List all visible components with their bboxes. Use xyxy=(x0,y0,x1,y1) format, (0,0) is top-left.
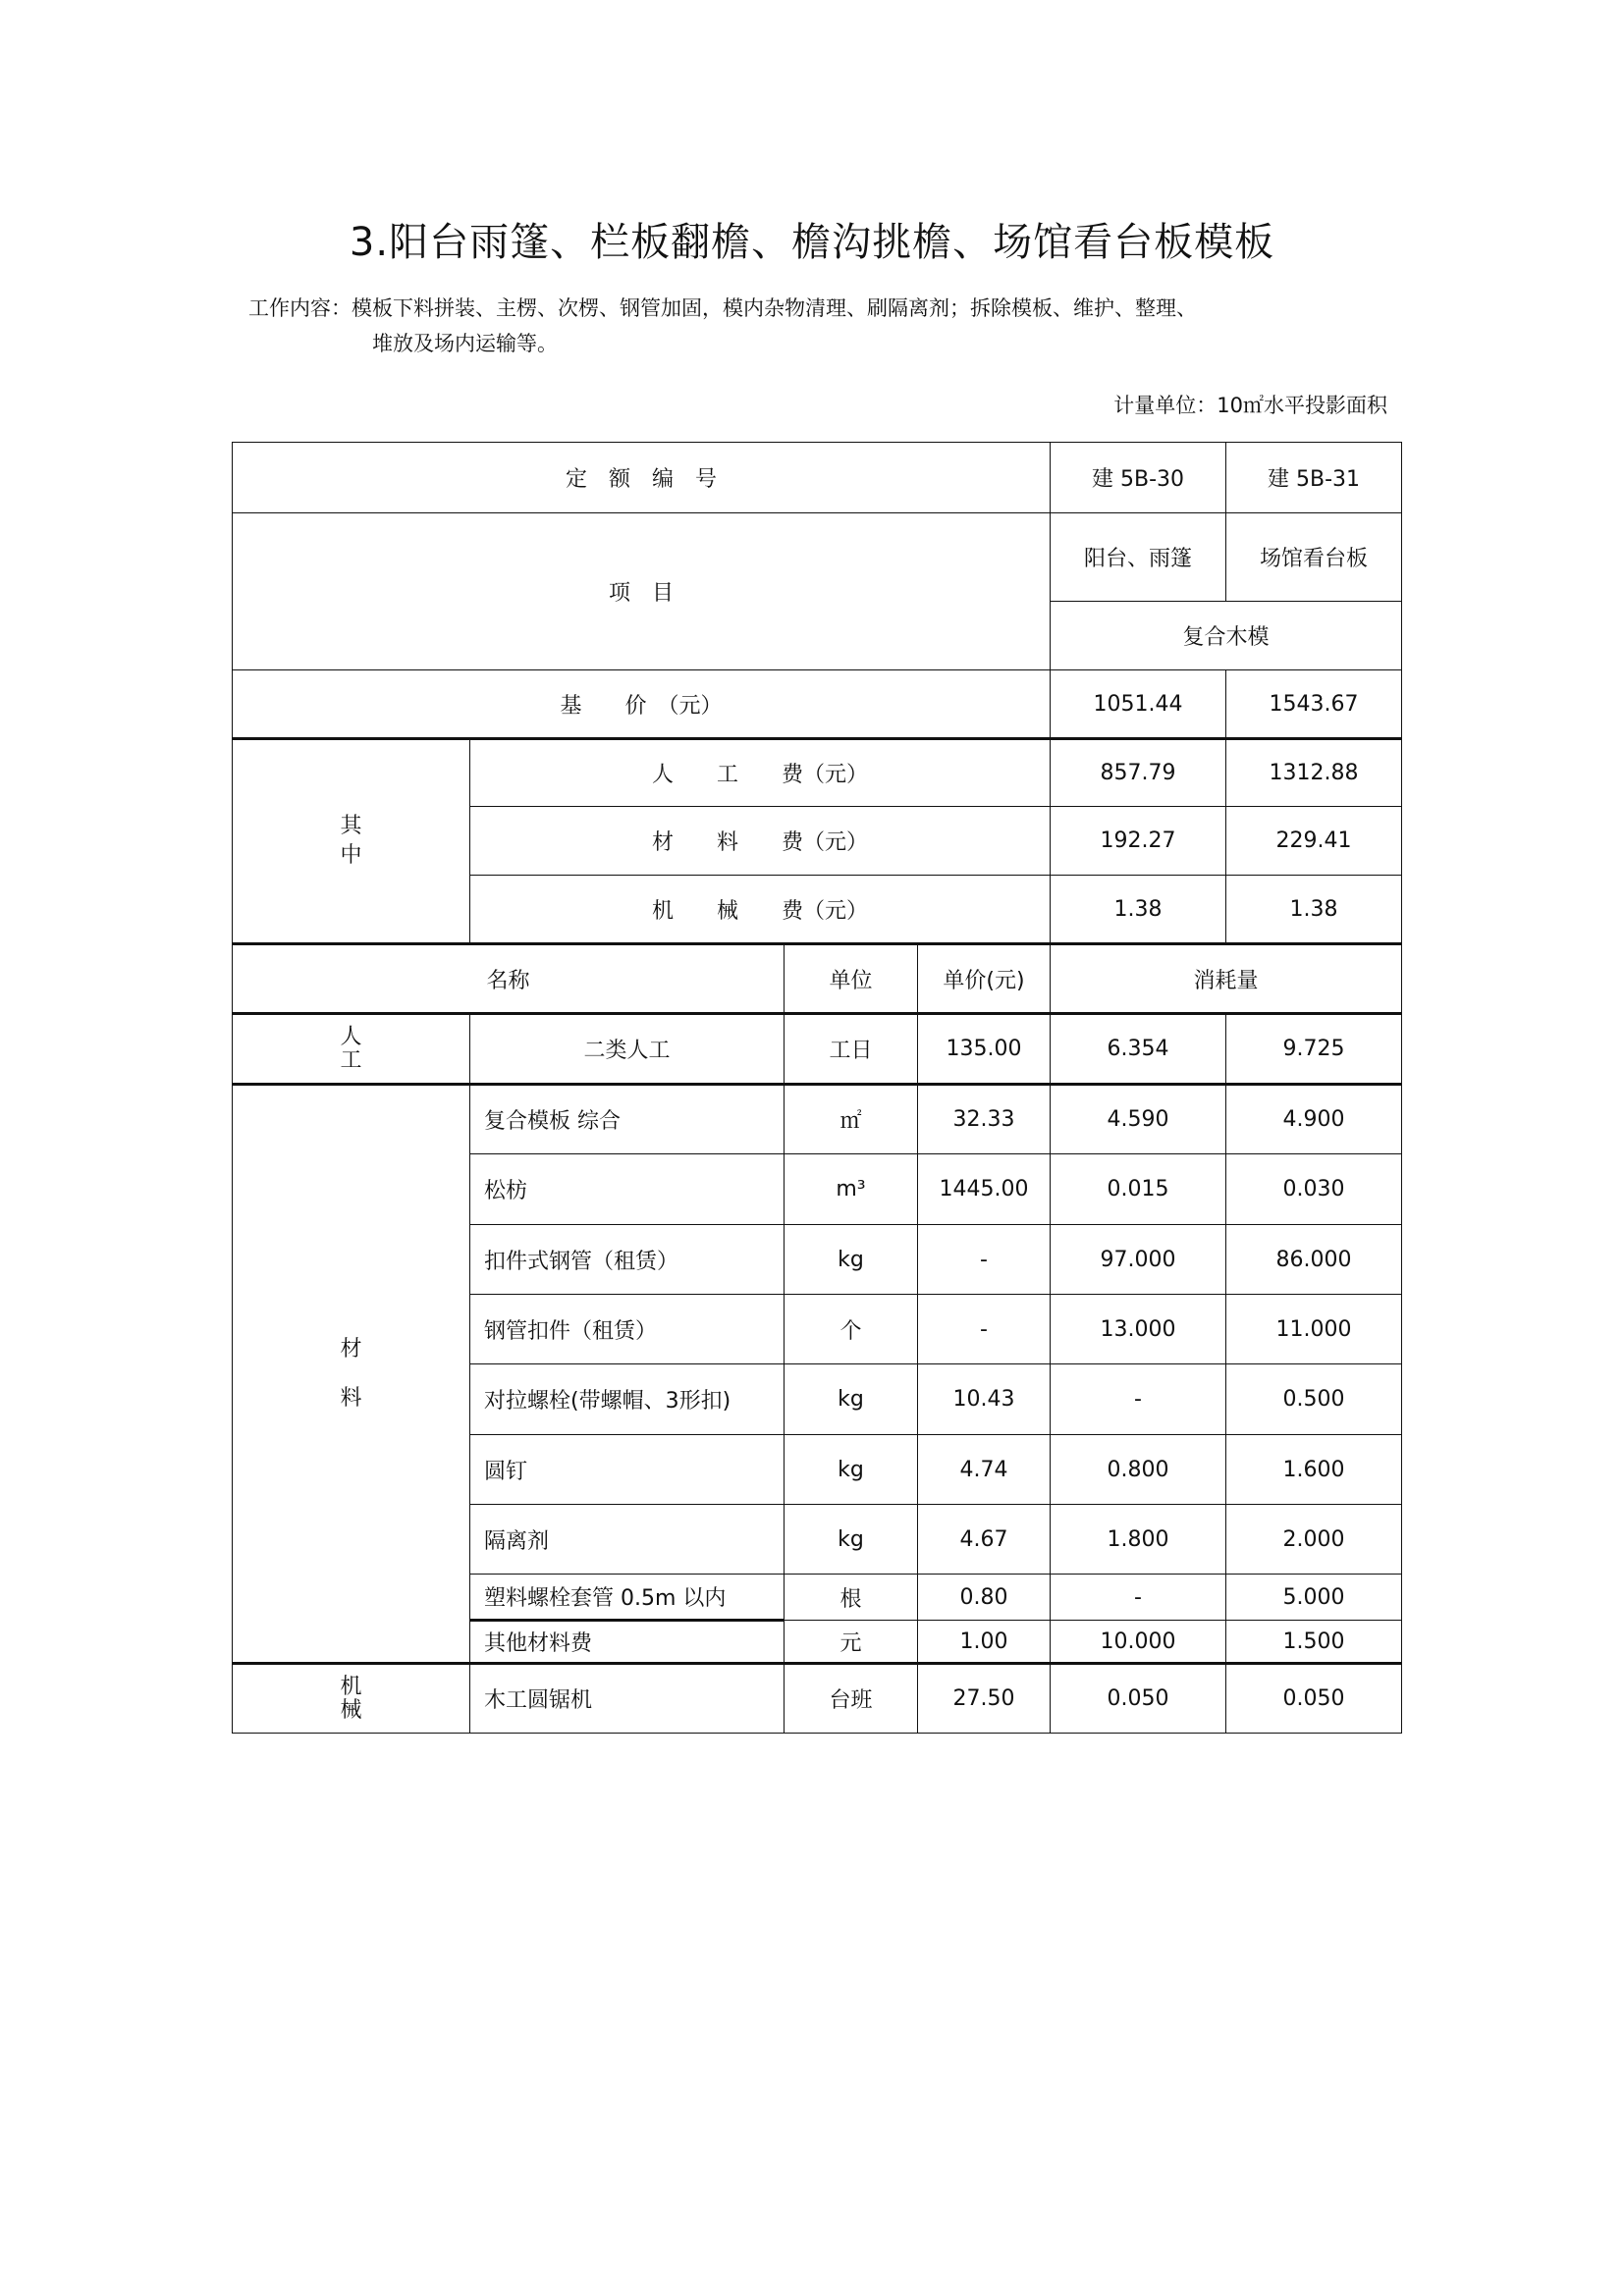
material-v1: 10.000 xyxy=(1051,1621,1226,1664)
material-name: 隔离剂 xyxy=(470,1505,785,1575)
work-content xyxy=(248,291,1427,361)
col-consumption: 消耗量 xyxy=(1051,944,1402,1014)
col-name: 名称 xyxy=(233,944,785,1014)
machine-fee-1: 1.38 xyxy=(1051,876,1226,944)
material-name: 扣件式钢管（租赁） xyxy=(470,1225,785,1295)
machine-price: 27.50 xyxy=(918,1664,1051,1734)
labor-row xyxy=(233,1014,1402,1085)
material-name: 圆钉 xyxy=(470,1435,785,1505)
material-unit: 元 xyxy=(785,1621,918,1664)
material-v2: 2.000 xyxy=(1226,1505,1402,1575)
material-unit: m³ xyxy=(785,1154,918,1225)
labor-unit: 工日 xyxy=(785,1014,918,1085)
material-row xyxy=(233,1085,1402,1154)
material-v2: 0.500 xyxy=(1226,1364,1402,1435)
machine-group-label: 机械 xyxy=(233,1664,470,1734)
labor-fee-row xyxy=(233,739,1402,807)
work-content-line1: 工作内容：模板下料拼装、主楞、次楞、钢管加固，模内杂物清理、刷隔离剂；拆除模板、维护、整理、 xyxy=(248,296,1197,320)
item-name-2: 场馆看台板 xyxy=(1226,513,1402,602)
base-price-row xyxy=(233,670,1402,739)
labor-fee-1: 857.79 xyxy=(1051,739,1226,807)
material-unit: kg xyxy=(785,1435,918,1505)
material-price: 4.67 xyxy=(918,1505,1051,1575)
material-name: 对拉螺栓(带螺帽、3形扣) xyxy=(470,1364,785,1435)
material-price: 32.33 xyxy=(918,1085,1051,1154)
labor-fee-2: 1312.88 xyxy=(1226,739,1402,807)
col-unit: 单位 xyxy=(785,944,918,1014)
material-fee-1: 192.27 xyxy=(1051,807,1226,876)
item-row xyxy=(233,513,1402,602)
code-label: 定 额 编 号 xyxy=(233,443,1051,513)
material-price: - xyxy=(918,1225,1051,1295)
machine-row xyxy=(233,1664,1402,1734)
labor-fee-label: 人 工 费（元） xyxy=(470,739,1051,807)
labor-v1: 6.354 xyxy=(1051,1014,1226,1085)
material-v1: - xyxy=(1051,1364,1226,1435)
material-name: 钢管扣件（租赁） xyxy=(470,1295,785,1364)
machine-fee-label: 机 械 费（元） xyxy=(470,876,1051,944)
material-v1: 0.800 xyxy=(1051,1435,1226,1505)
material-unit: kg xyxy=(785,1364,918,1435)
base-price-label: 基 价 （元） xyxy=(233,670,1051,739)
material-price: - xyxy=(918,1295,1051,1364)
labor-name: 二类人工 xyxy=(470,1014,785,1085)
material-name: 塑料螺栓套管 0.5m 以内 xyxy=(470,1575,785,1621)
material-price: 1.00 xyxy=(918,1621,1051,1664)
machine-fee-2: 1.38 xyxy=(1226,876,1402,944)
material-v1: 13.000 xyxy=(1051,1295,1226,1364)
labor-v2: 9.725 xyxy=(1226,1014,1402,1085)
unit-note: 计量单位：10㎡水平投影面积 xyxy=(1113,394,1387,417)
work-content-line2: 堆放及场内运输等。 xyxy=(372,332,558,355)
page-title: 3.阳台雨篷、栏板翻檐、檐沟挑檐、场馆看台板模板 xyxy=(349,220,1275,265)
labor-group-label: 人工 xyxy=(233,1014,470,1085)
material-v2: 1.500 xyxy=(1226,1621,1402,1664)
material-unit: kg xyxy=(785,1505,918,1575)
material-unit: 个 xyxy=(785,1295,918,1364)
material-group-label: 材料 xyxy=(233,1085,470,1664)
material-price: 10.43 xyxy=(918,1364,1051,1435)
code-row xyxy=(233,443,1402,513)
material-price: 4.74 xyxy=(918,1435,1051,1505)
machine-unit: 台班 xyxy=(785,1664,918,1734)
machine-v1: 0.050 xyxy=(1051,1664,1226,1734)
material-v2: 4.900 xyxy=(1226,1085,1402,1154)
material-name: 复合模板 综合 xyxy=(470,1085,785,1154)
material-name: 松枋 xyxy=(470,1154,785,1225)
item-label: 项 目 xyxy=(233,513,1051,670)
col-price: 单价(元) xyxy=(918,944,1051,1014)
material-v1: 4.590 xyxy=(1051,1085,1226,1154)
machine-v2: 0.050 xyxy=(1226,1664,1402,1734)
material-fee-label: 材 料 费（元） xyxy=(470,807,1051,876)
material-price: 0.80 xyxy=(918,1575,1051,1621)
material-unit: ㎡ xyxy=(785,1085,918,1154)
material-v2: 86.000 xyxy=(1226,1225,1402,1295)
material-v1: 0.015 xyxy=(1051,1154,1226,1225)
material-name: 其他材料费 xyxy=(470,1621,785,1664)
material-v2: 11.000 xyxy=(1226,1295,1402,1364)
material-v2: 1.600 xyxy=(1226,1435,1402,1505)
code-2: 建 5B-31 xyxy=(1226,443,1402,513)
labor-price: 135.00 xyxy=(918,1014,1051,1085)
item-sub: 复合木模 xyxy=(1051,602,1402,670)
group-label: 其中 xyxy=(233,739,470,944)
material-v2: 0.030 xyxy=(1226,1154,1402,1225)
code-1: 建 5B-30 xyxy=(1051,443,1226,513)
quota-table xyxy=(232,442,1402,1734)
base-price-2: 1543.67 xyxy=(1226,670,1402,739)
material-v1: 1.800 xyxy=(1051,1505,1226,1575)
material-price: 1445.00 xyxy=(918,1154,1051,1225)
item-name-1: 阳台、雨篷 xyxy=(1051,513,1226,602)
material-unit: kg xyxy=(785,1225,918,1295)
material-v1: 97.000 xyxy=(1051,1225,1226,1295)
base-price-1: 1051.44 xyxy=(1051,670,1226,739)
material-v2: 5.000 xyxy=(1226,1575,1402,1621)
machine-name: 木工圆锯机 xyxy=(470,1664,785,1734)
material-unit: 根 xyxy=(785,1575,918,1621)
material-fee-2: 229.41 xyxy=(1226,807,1402,876)
material-v1: - xyxy=(1051,1575,1226,1621)
column-header-row xyxy=(233,944,1402,1014)
